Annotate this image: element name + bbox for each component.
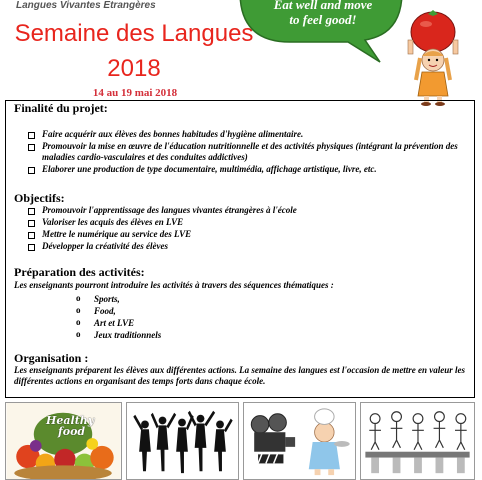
sports-silhouettes-image bbox=[126, 402, 239, 480]
list-item: o Art et LVE bbox=[76, 317, 161, 329]
bubble-line-1: Eat well and move bbox=[273, 0, 373, 12]
healthy-food-label bbox=[46, 415, 94, 437]
girl-with-tomato-illustration bbox=[400, 10, 466, 106]
list-item: Promouvoir la mise en œuvre de l'éducation nutritionnelle et des activités physiques (intégrant la prévention des maladies cardio-vasculaires et des conduites addictives) bbox=[28, 141, 466, 163]
healthy-label-line-1: Healthy bbox=[46, 414, 95, 427]
page-title-year: 2018 bbox=[107, 55, 161, 82]
healthy-label-line-2: food bbox=[58, 425, 86, 438]
speech-bubble-text bbox=[248, 0, 398, 27]
finalite-list bbox=[28, 129, 466, 176]
list-item: Valoriser les acquis des élèves en LVE bbox=[28, 217, 466, 228]
objectifs-heading: Objectifs: bbox=[14, 191, 65, 205]
list-item: Faire acquérir aux élèves des bonnes habitudes d'hygiène alimentaire. bbox=[28, 129, 466, 140]
project-content-box bbox=[5, 100, 475, 398]
film-camera-chef-illustration bbox=[244, 403, 355, 479]
preparation-text: Les enseignants pourront introduire les activités à travers des séquences thématiques : bbox=[14, 280, 334, 290]
bubble-line-2: to feel good! bbox=[289, 12, 357, 27]
page-title: Semaine des Langues bbox=[14, 20, 254, 47]
healthy-food-image bbox=[5, 402, 122, 480]
list-item: o Food, bbox=[76, 305, 161, 317]
organisation-text: Les enseignants préparent les élèves aux différentes actions. La semaine des langues est l'occasion de mettre en valeur les différentes actions en organisant des temps forts dans chaque école. bbox=[14, 365, 466, 386]
people-at-table-illustration bbox=[361, 403, 474, 479]
dancers-silhouette-illustration bbox=[127, 403, 238, 479]
finalite-heading: Finalité du projet: bbox=[14, 101, 108, 115]
department-label: Langues Vivantes Etrangères bbox=[16, 0, 156, 11]
preparation-themes-list bbox=[76, 293, 161, 341]
objectifs-list bbox=[28, 205, 466, 253]
organisation-heading: Organisation : bbox=[14, 351, 89, 365]
traditional-games-image bbox=[360, 402, 475, 480]
art-cinema-image bbox=[243, 402, 356, 480]
list-item: Développer la créativité des élèves bbox=[28, 241, 466, 252]
preparation-heading: Préparation des activités: bbox=[14, 265, 145, 279]
list-item: Promouvoir l'apprentissage des langues vivantes étrangères à l'école bbox=[28, 205, 466, 216]
event-dates: 14 au 19 mai 2018 bbox=[92, 87, 178, 99]
list-item: o Sports, bbox=[76, 293, 161, 305]
list-item: Mettre le numérique au service des LVE bbox=[28, 229, 466, 240]
list-item: Elaborer une production de type documentaire, multimédia, affichage artistique, livre, etc. bbox=[28, 164, 466, 175]
list-item: o Jeux traditionnels bbox=[76, 329, 161, 341]
